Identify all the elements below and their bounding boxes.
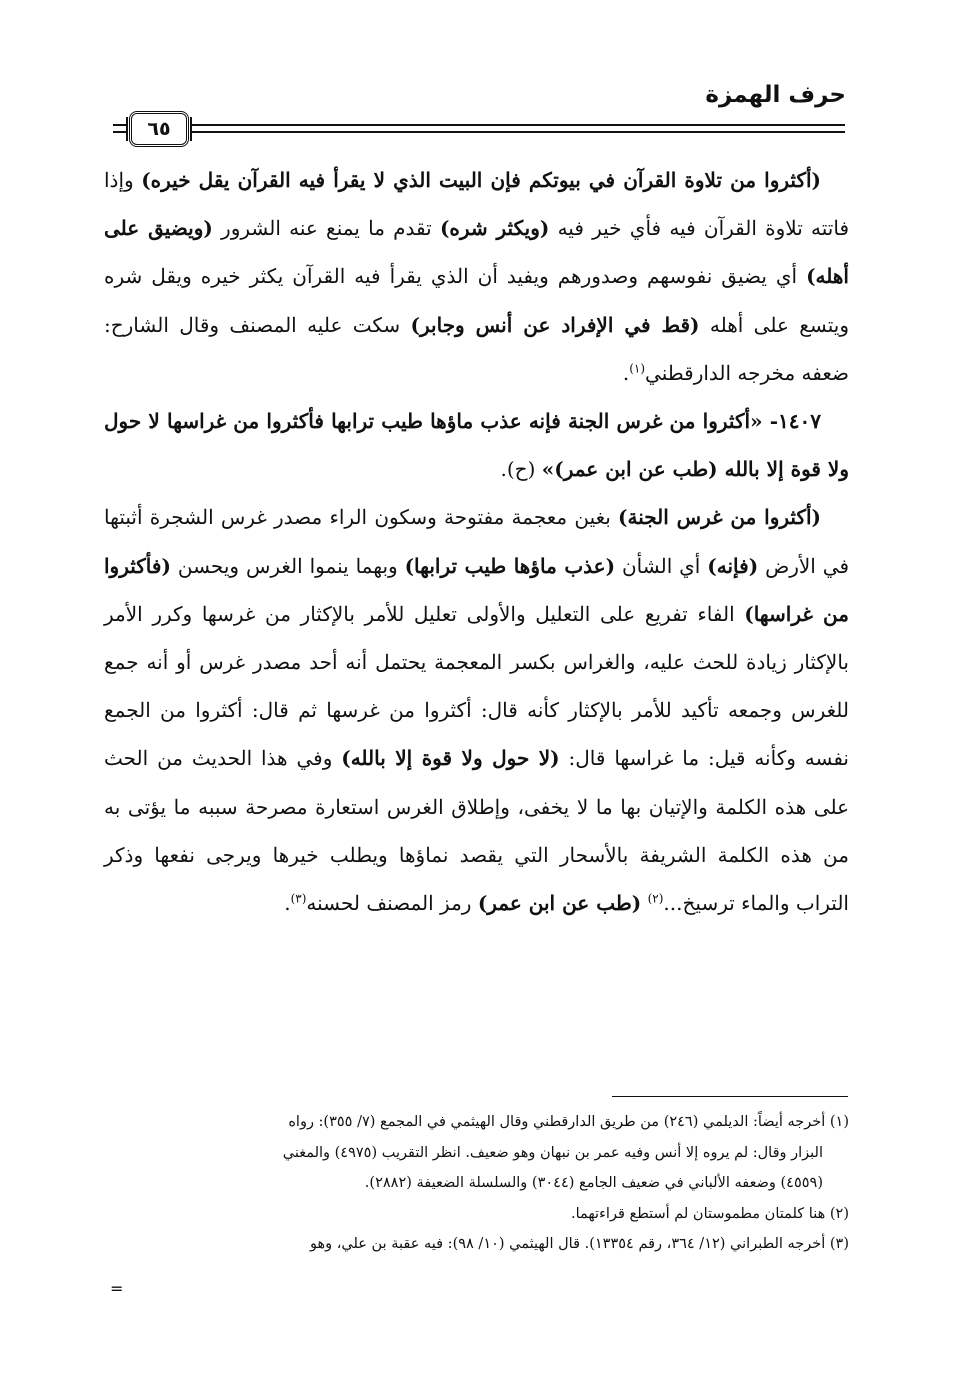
footnote-ref-3: (٣) — [290, 891, 307, 906]
footnote-separator — [612, 1096, 848, 1097]
footnote-1-line: (١) أخرجه أيضاً: الديلمي (٢٤٦) من طريق الدارقطني وقال الهيثمي في المجمع (٧/ ٣٥٥): رواه — [288, 1114, 849, 1130]
quoted-hadith-text: (لا حول ولا قوة إلا بالله) — [341, 746, 560, 771]
quoted-hadith-text: (أكثروا من تلاوة القرآن في بيوتكم فإن البيت الذي لا يقرأ فيه القرآن يقل خيره) — [141, 168, 821, 192]
commentary-text: بغين معجمة مفتوحة وسكون الراء مصدر غرس الشجرة أثبتها في الأرض — [104, 505, 850, 578]
main-text — [104, 156, 849, 927]
header-rule — [113, 124, 127, 126]
commentary-text: أي الشأن — [615, 553, 708, 578]
header-rule — [113, 131, 127, 133]
quoted-hadith-text: (أكثروا من غرس الجنة) — [618, 505, 822, 530]
footnotes — [104, 1107, 849, 1260]
commentary-text: وبهما ينموا الغرس ويحسن — [170, 553, 405, 578]
footnote-3: (٣) أخرجه الطبراني (١٢/ ٣٦٤، رقم ١٣٣٥٤). قال الهيثمي (١٠/ ٩٨): فيه عقبة بن علي، وهو — [309, 1236, 849, 1252]
footnote-1-line: البزار وقال: لم يروه إلا أنس وفيه عمر بن نبهان وهو ضعيف. انظر التقريب (٤٩٧٥) والمغني — [282, 1144, 823, 1161]
paragraph-commentary-2 — [104, 493, 849, 927]
hadith-1407 — [104, 397, 849, 493]
paragraph-commentary-1 — [104, 156, 849, 397]
footnote-2: (٢) هنا كلمتان مطموستان لم أستطع قراءتهما. — [570, 1205, 849, 1222]
header-rule — [192, 124, 845, 126]
header-rule — [192, 131, 845, 133]
commentary-text: أي يضيق نفوسهم وصدورهم ويفيد أن الذي يقرأ فيه القرآن يكثر خيره ويقل شره ويتسع على أهله — [104, 264, 849, 337]
commentary-text: رمز المصنف لحسنه — [306, 891, 478, 916]
running-header-title: حرف الهمزة — [705, 82, 846, 108]
commentary-text: تقدم ما يمنع عنه الشرور — [212, 216, 440, 241]
footnote-1-line: (٤٥٥٩) وضعفه الألباني في ضعيف الجامع (٣٠٤٤) والسلسلة الضعيفة (٢٨٨٢). — [364, 1175, 823, 1191]
commentary-text: وفي هذا الحديث من الحث على هذه الكلمة والإتيان بها ما لا يخفى، وإطلاق الغرس استعارة مصرحة سببه ما يؤتى به من هذه الكلمة الشريفة بالأسحار التي يقصد نماؤها ويطلب خيرها ويرجى نفعها وذكر التراب والماء ترسيخ... — [104, 746, 849, 916]
commentary-text: . — [284, 891, 291, 916]
continuation-mark: = — [110, 1279, 124, 1298]
quoted-hadith-text: (فإنه) — [707, 553, 759, 578]
footnote-ref-1: (١) — [629, 361, 646, 376]
quoted-hadith-text: (عذب ماؤها طيب ترابها) — [404, 553, 616, 578]
commentary-text: الفاء تفريع على التعليل والأولى تعليل للأمر بالإكثار من غرسها وكرر الأمر بالإكثار زيادة للحث عليه، والغراس بكسر المعجمة يحتمل أنه أحد مصدر غرس أو أنه جمع للغرس وجمعه تأكيد للأمر بالإكثار كأنه قال: أكثروا من غرسها ثم قال: أكثروا من الجمع نفسه وكأنه قيل: ما غراسها قال: — [104, 601, 849, 771]
source-citation: (قط في الإفراد عن أنس وجابر) — [410, 312, 700, 337]
quoted-hadith-text: (ويضيق على أهله) — [104, 216, 849, 289]
page-number-box — [129, 111, 189, 147]
commentary-text: وإذا فاتته تلاوة القرآن فيه فأي خير فيه — [104, 168, 850, 241]
grade-mark: (ح). — [500, 457, 542, 482]
source-citation: (طب عن ابن عمر) — [477, 891, 642, 916]
commentary-text: . — [622, 360, 630, 385]
quoted-hadith-text: (ويكثر شره) — [439, 216, 550, 241]
footnote-ref-2: (٢) — [647, 891, 664, 906]
commentary-text: سكت عليه المصنف وقال الشارح: ضعفه مخرجه الدارقطني — [104, 312, 849, 385]
hadith-text: ١٤٠٧- «أكثروا من غرس الجنة فإنه عذب ماؤها طيب ترابها فأكثروا من غراسها لا حول ولا قوة إلا بالله (طب عن ابن عمر)» — [104, 409, 849, 482]
quoted-hadith-text: (فأكثروا من غراسها) — [104, 553, 849, 626]
page-number: ٦٥ — [147, 118, 171, 140]
